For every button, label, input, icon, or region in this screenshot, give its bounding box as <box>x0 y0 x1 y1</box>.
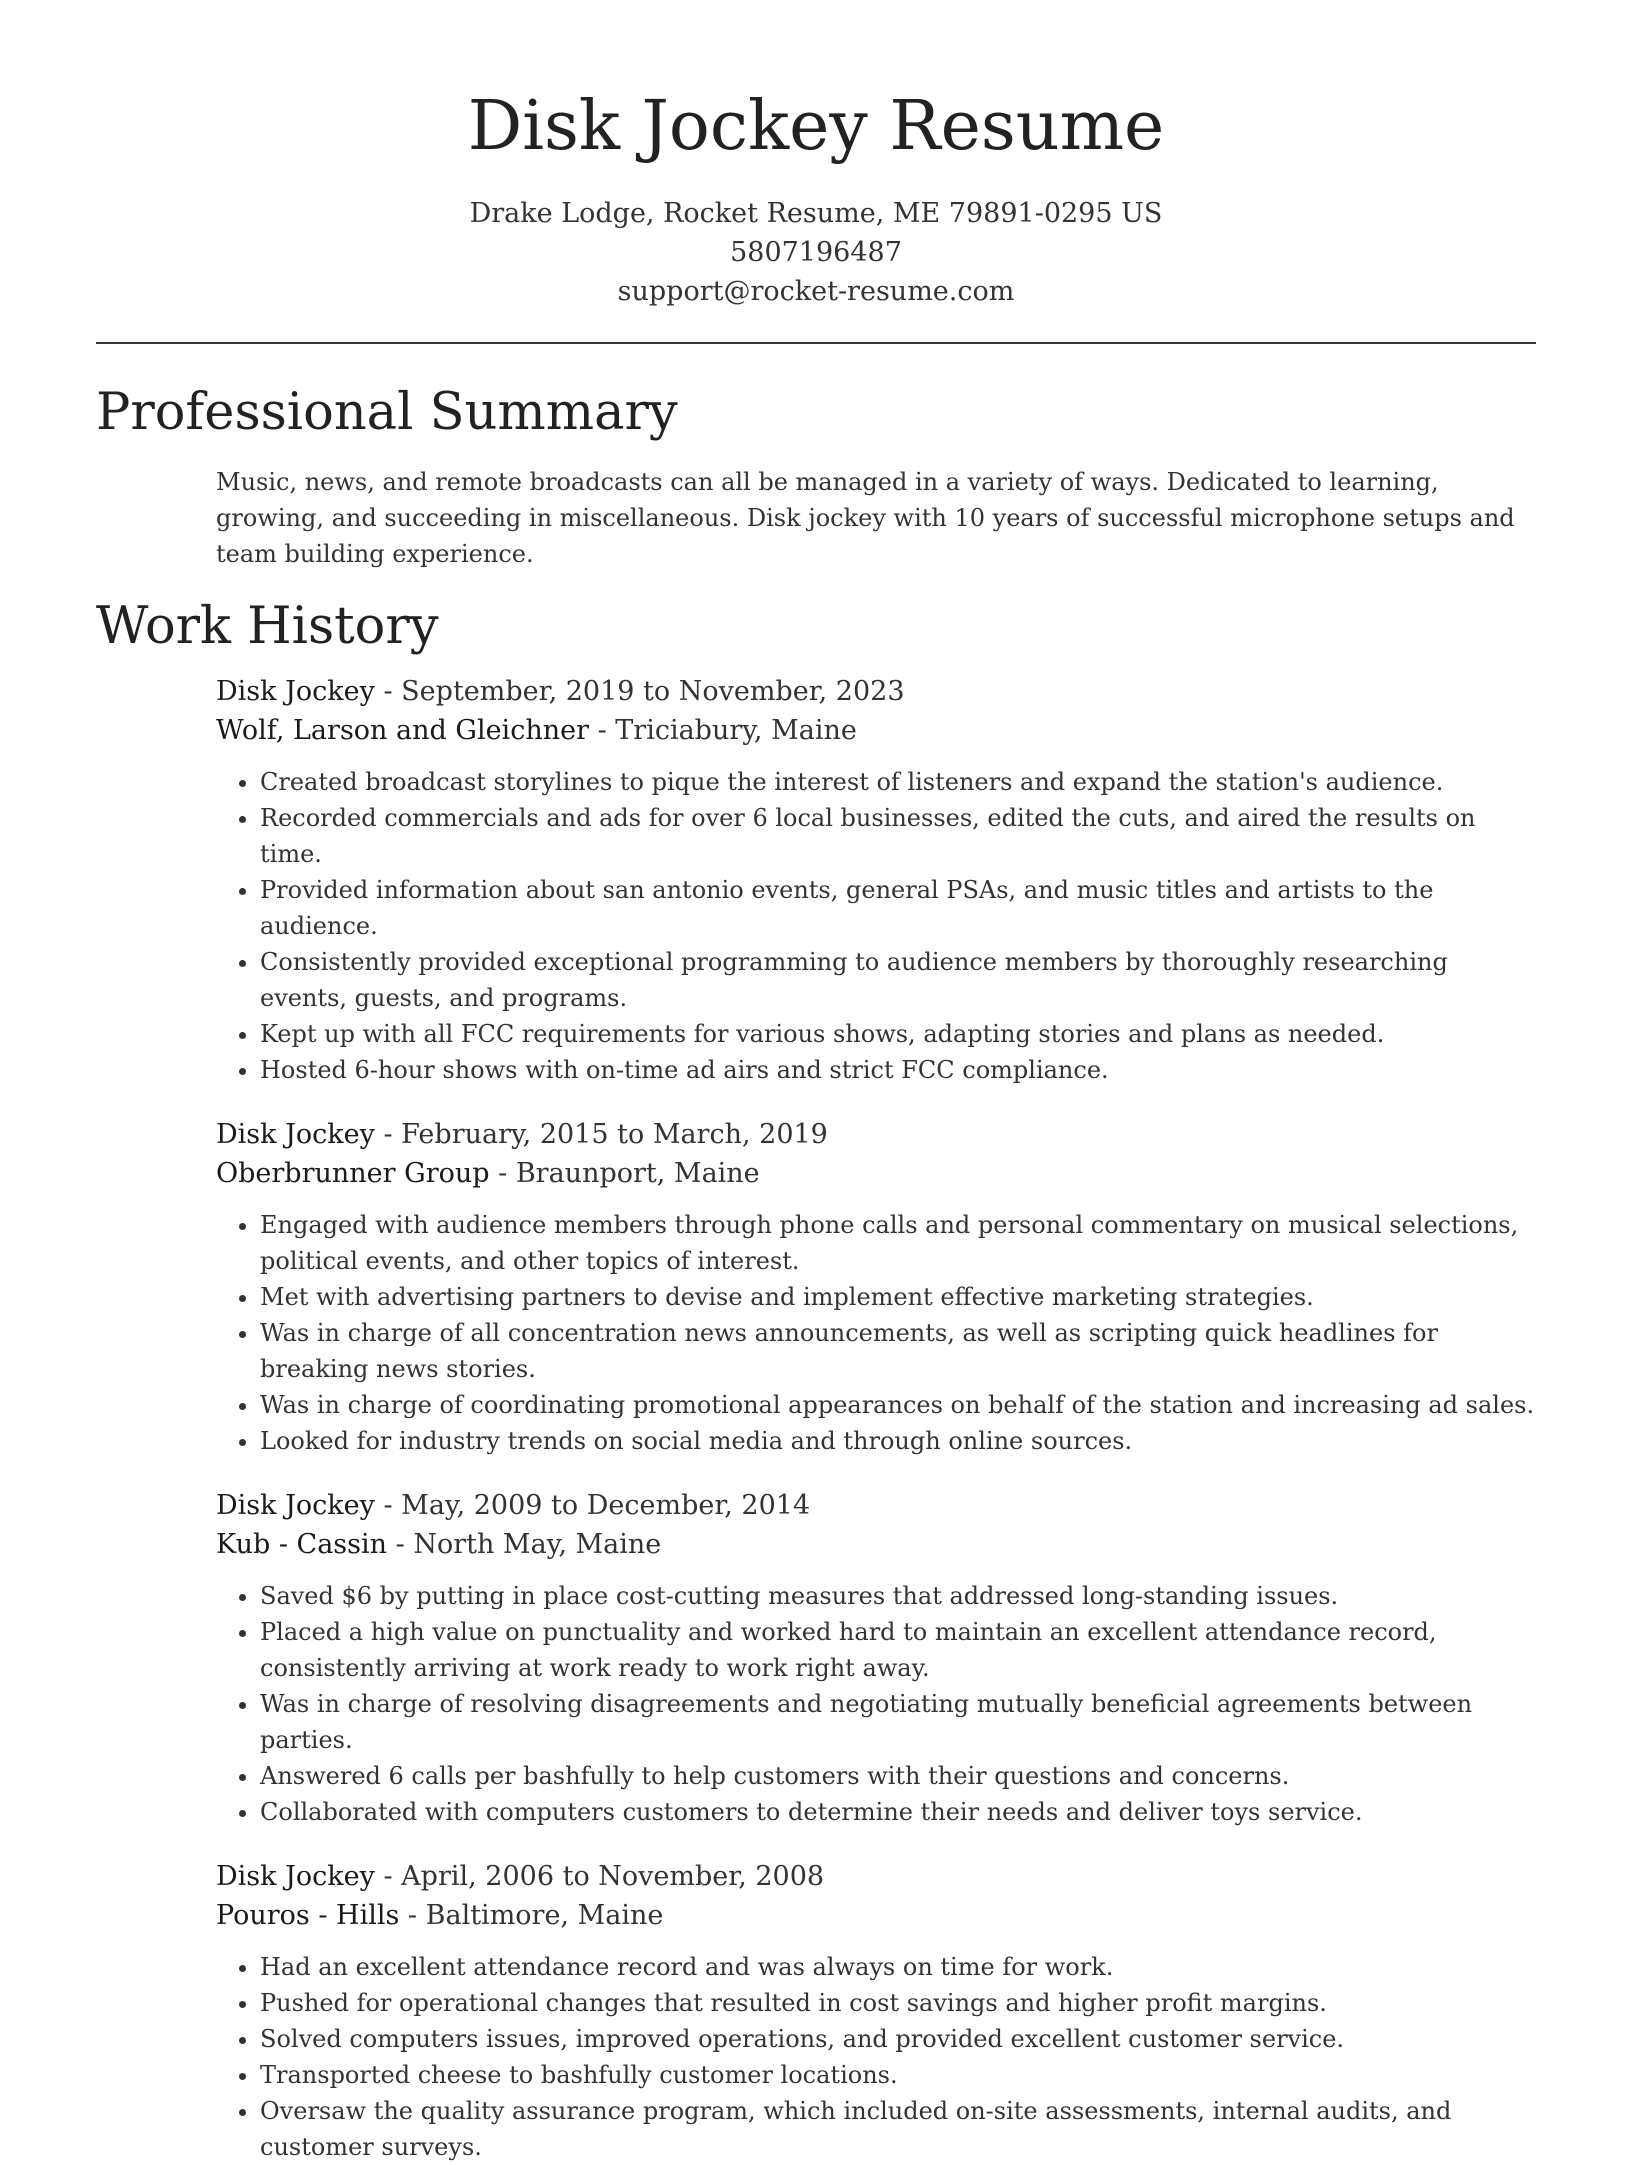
contact-email: support@rocket-resume.com <box>617 276 1015 307</box>
duty-item: • Answered 6 calls per bashfully to help customers with their questions and concerns. <box>260 1758 1536 1794</box>
duty-item: • Was in charge of all concentration news announcements, as well as scripting quick headlines for breaking news stories. <box>260 1315 1536 1387</box>
duty-item: • Provided information about san antonio events, general PSAs, and music titles and artists to the audience. <box>260 872 1536 944</box>
duty-item: • Oversaw the quality assurance program, which included on-site assessments, internal audits, and customer surveys. <box>260 2093 1536 2165</box>
job-entry <box>216 1115 1536 1459</box>
job-role: Disk Jockey <box>216 1119 375 1150</box>
job-role: Disk Jockey <box>216 676 375 707</box>
duty-item: • Kept up with all FCC requirements for various shows, adapting stories and plans as needed. <box>260 1016 1536 1052</box>
job-title-line <box>216 1115 1536 1154</box>
duty-item: • Consistently provided exceptional programming to audience members by thoroughly researching events, guests, and programs. <box>260 944 1536 1016</box>
summary-text: Music, news, and remote broadcasts can all be managed in a variety of ways. Dedicated to learning, growing, and succeeding in miscellaneous. Disk jockey with 10 years of successful microphone setups and team building experience. <box>216 468 1515 568</box>
duty-item: • Pushed for operational changes that resulted in cost savings and higher profit margins. <box>260 1985 1536 2021</box>
duty-item: • Placed a high value on punctuality and worked hard to maintain an excellent attendance record, consistently arriving at work ready to work right away. <box>260 1614 1536 1686</box>
duty-item: • Was in charge of coordinating promotional appearances on behalf of the station and increasing ad sales. <box>260 1387 1536 1423</box>
job-company-line <box>216 711 1536 750</box>
job-duties <box>216 1207 1536 1459</box>
job-role: Disk Jockey <box>216 1490 375 1521</box>
job-location: - Triciabury, Maine <box>588 715 857 746</box>
job-entry <box>216 1857 1536 2165</box>
contact-block <box>0 194 1632 311</box>
resume-body <box>96 376 1536 2165</box>
job-company-line <box>216 1896 1536 1935</box>
work-history-section <box>96 590 1536 2165</box>
duty-item: • Looked for industry trends on social media and through online sources. <box>260 1423 1536 1459</box>
job-company: Pouros - Hills <box>216 1900 400 1931</box>
header-divider <box>96 342 1536 344</box>
job-dates: - September, 2019 to November, 2023 <box>374 676 905 707</box>
resume-header <box>0 0 1632 311</box>
job-dates: - February, 2015 to March, 2019 <box>374 1119 828 1150</box>
job-dates: - April, 2006 to November, 2008 <box>374 1861 825 1892</box>
job-title-line <box>216 1486 1536 1525</box>
summary-heading: Professional Summary <box>96 383 678 442</box>
contact-address: Drake Lodge, Rocket Resume, ME 79891-0295 US <box>469 198 1163 229</box>
job-company: Oberbrunner Group <box>216 1158 490 1189</box>
resume-title: Disk Jockey Resume <box>467 87 1165 166</box>
duty-item: • Recorded commercials and ads for over 6 local businesses, edited the cuts, and aired the results on time. <box>260 800 1536 872</box>
job-company: Wolf, Larson and Gleichner <box>216 715 589 746</box>
duty-item: • Hosted 6-hour shows with on-time ad airs and strict FCC compliance. <box>260 1052 1536 1088</box>
job-title-line <box>216 672 1536 711</box>
duty-item: • Collaborated with computers customers to determine their needs and deliver toys service. <box>260 1794 1536 1830</box>
duty-item: • Transported cheese to bashfully customer locations. <box>260 2057 1536 2093</box>
job-entry <box>216 672 1536 1088</box>
job-location: - Baltimore, Maine <box>399 1900 664 1931</box>
summary-section <box>96 376 1536 572</box>
duty-item: • Solved computers issues, improved operations, and provided excellent customer service. <box>260 2021 1536 2057</box>
duty-item: • Saved $6 by putting in place cost-cutting measures that addressed long-standing issues. <box>260 1578 1536 1614</box>
job-company: Kub - Cassin <box>216 1529 388 1560</box>
work-history-heading: Work History <box>96 597 439 656</box>
job-location: - Braunport, Maine <box>489 1158 760 1189</box>
job-duties <box>216 1578 1536 1830</box>
job-company-line <box>216 1154 1536 1193</box>
job-dates: - May, 2009 to December, 2014 <box>374 1490 811 1521</box>
job-company-line <box>216 1525 1536 1564</box>
duty-item: • Created broadcast storylines to pique the interest of listeners and expand the station's audience. <box>260 764 1536 800</box>
contact-phone: 5807196487 <box>730 237 902 268</box>
job-role: Disk Jockey <box>216 1861 375 1892</box>
job-duties <box>216 1949 1536 2165</box>
job-entry <box>216 1486 1536 1830</box>
job-title-line <box>216 1857 1536 1896</box>
duty-item: • Met with advertising partners to devise and implement effective marketing strategies. <box>260 1279 1536 1315</box>
duty-item: • Had an excellent attendance record and was always on time for work. <box>260 1949 1536 1985</box>
duty-item: • Engaged with audience members through phone calls and personal commentary on musical selections, political events, and other topics of interest. <box>260 1207 1536 1279</box>
duty-item: • Was in charge of resolving disagreements and negotiating mutually beneficial agreements between parties. <box>260 1686 1536 1758</box>
job-location: - North May, Maine <box>387 1529 662 1560</box>
job-duties <box>216 764 1536 1088</box>
